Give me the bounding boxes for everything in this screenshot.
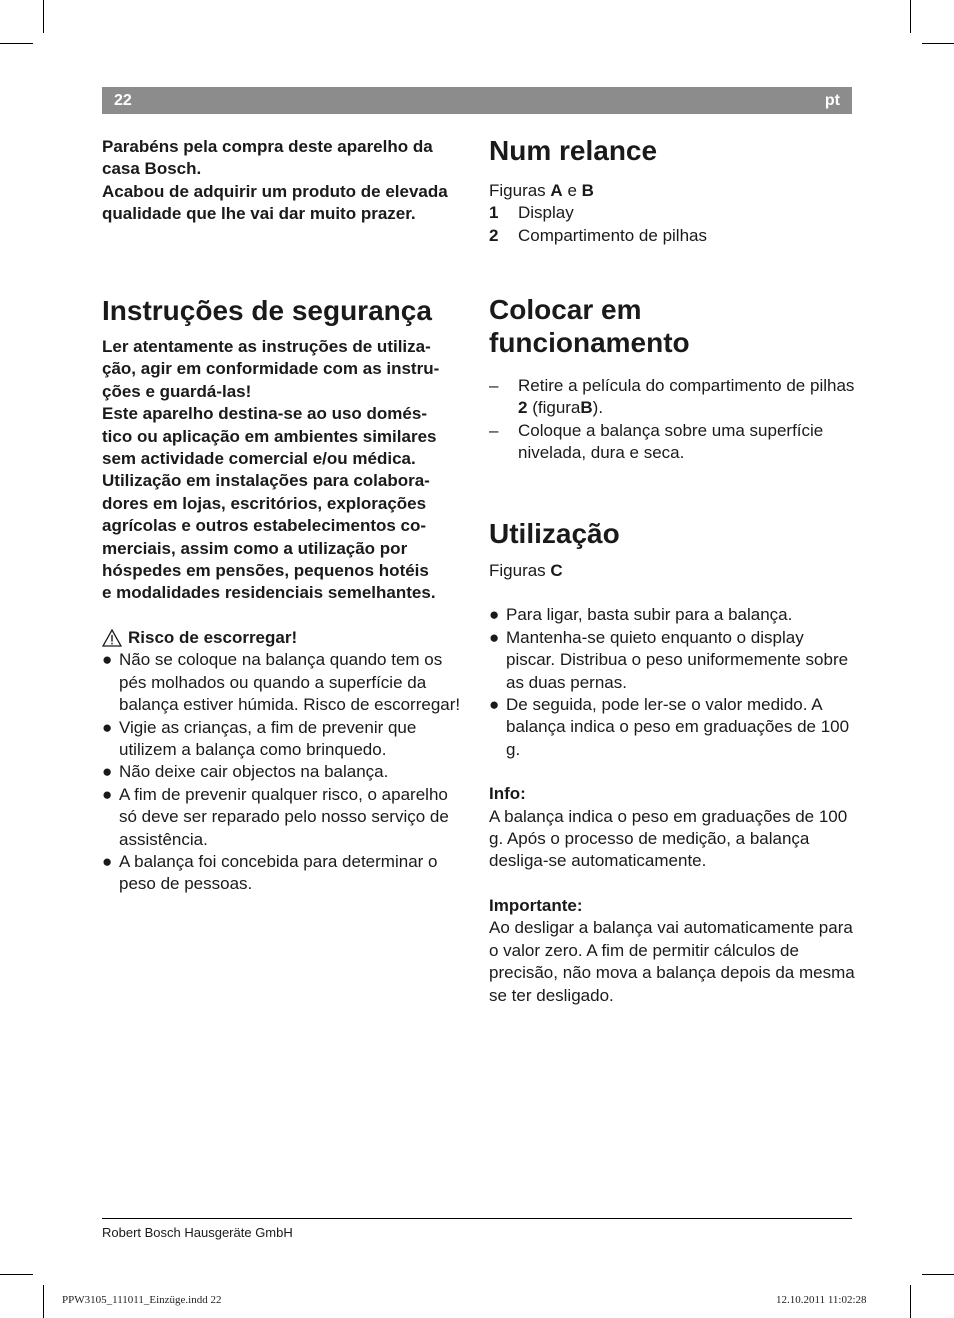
overview-title: Num relance (489, 135, 658, 166)
safety-line: sem actividade comercial e/ou médica. (102, 449, 416, 469)
usage-figures: Figuras C (489, 561, 563, 580)
usage-bullet-list (489, 604, 857, 761)
page-number: 22 (114, 92, 132, 109)
overview-figures: Figuras A e B (489, 181, 594, 200)
intro-line: Parabéns pela compra deste aparelho da casa Bosch. (102, 137, 433, 179)
important-label: Importante: (489, 895, 583, 915)
crop-mark (922, 1274, 954, 1275)
list-item: ● Mantenha-se quieto enquanto o display piscar. Distribua o peso uniformemente sobre as duas pernas. (489, 627, 849, 692)
usage-section (489, 517, 857, 1007)
crop-mark (910, 0, 911, 33)
list-item: ● Não deixe cair objectos na balança. (102, 762, 389, 782)
list-item: ● A fim de prevenir qualquer risco, o aparelho só deve ser reparado pelo nosso serviço de assistência. (102, 784, 449, 849)
safety-line: Utilização em instalações para colabora- (102, 471, 430, 491)
crop-mark (43, 1285, 44, 1318)
crop-mark (0, 43, 33, 44)
list-item: ● Vigie as crianças, a fim de prevenir que utilizem a balança como brinquedo. (102, 717, 417, 759)
intro-line: Acabou de adquirir um produto de elevada qualidade que lhe vai dar muito prazer. (102, 181, 448, 224)
intro-text (102, 136, 468, 226)
list-item: – Retire a película do compartimento de pilhas 2 (figuraB). (489, 376, 855, 418)
safety-line: agrícolas e outros estabelecimentos co- (102, 516, 427, 536)
list-item: ● A balança foi concebida para determinar o peso de pessoas. (102, 851, 438, 894)
safety-line: hóspedes em pensões, pequenos hotéis (102, 561, 429, 581)
overview-section (489, 134, 857, 247)
warning-label: Risco de escorregar! (128, 627, 298, 647)
safety-line: ções e guardá-las! (102, 381, 252, 401)
list-item: ● De seguida, pode ler-se o valor medido. A balança indica o peso em graduações de 100 g. (489, 695, 850, 759)
list-item: 1 Display (489, 203, 574, 223)
language-code: pt (824, 92, 840, 109)
page-header-bar (102, 87, 852, 114)
setup-title: Colocar em funcionamento (489, 294, 690, 358)
crop-mark (43, 0, 44, 33)
list-item: 2 Compartimento de pilhas (489, 225, 707, 245)
usage-title: Utilização (489, 518, 620, 549)
info-text: A balança indica o peso em graduações de 100 g. Após o processo de medição, a balança desliga-se automaticamente. (489, 806, 848, 871)
safety-line: Este aparelho destina-se ao uso domés- (102, 404, 427, 424)
safety-line: ção, agir em conformidade com as instru- (102, 359, 440, 379)
important-text: Ao desligar a balança vai automaticamente para o valor zero. A fim de permitir cálculos de precisão, não mova a balança depois da mesma se ter desligado. (489, 918, 855, 1005)
safety-line: merciais, assim como a utilização por (102, 538, 408, 558)
company-name: Robert Bosch Hausgeräte GmbH (102, 1225, 293, 1240)
file-slug: PPW3105_111011_Einzüge.indd 22 (62, 1294, 222, 1306)
safety-section (102, 294, 468, 896)
safety-line: Ler atentamente as instruções de utiliza- (102, 337, 431, 356)
list-item: ● Não se coloque na balança quando tem os pés molhados ou quando a superfície da balança estiver húmida. Risco de escorregar! (102, 650, 461, 715)
warning-heading (102, 627, 468, 649)
warning-triangle-icon (102, 629, 122, 647)
footer-divider (102, 1218, 852, 1219)
safety-line: dores em lojas, escritórios, explorações (102, 493, 427, 513)
safety-bold-text (102, 336, 468, 605)
list-item: – Coloque a balança sobre uma superfície nivelada, dura e seca. (489, 420, 824, 463)
setup-section (489, 293, 857, 465)
info-label: Info: (489, 784, 526, 804)
safety-bullet-list (102, 649, 468, 895)
crop-mark (910, 1285, 911, 1318)
safety-title: Instruções de segurança (102, 295, 432, 326)
safety-line: tico ou aplicação em ambientes similares (102, 426, 437, 446)
list-item: ● Para ligar, basta subir para a balança. (489, 605, 793, 625)
crop-mark (0, 1274, 33, 1275)
print-timestamp: 12.10.2011 11:02:28 (776, 1294, 867, 1306)
crop-mark (922, 43, 954, 44)
safety-line: e modalidades residenciais semelhantes. (102, 583, 436, 603)
